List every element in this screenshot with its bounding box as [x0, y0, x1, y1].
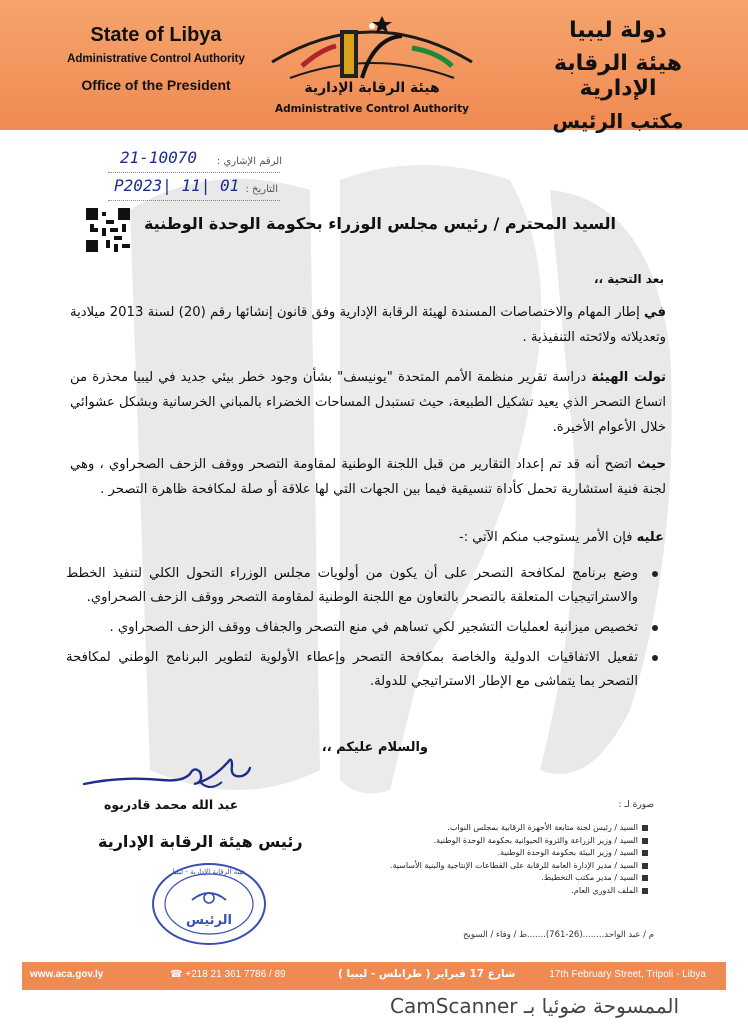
cc-item: السيد / وزير الزراعة والثروة الحيوانية بحكومة الوحدة الوطنية. — [342, 835, 638, 848]
english-address: 17th February Street, Tripoli - Libya — [549, 969, 706, 980]
request-intro-text: فإن الأمر يستوجب منكم الآتي :- — [459, 530, 637, 545]
website-link[interactable]: www.aca.gov.ly — [30, 969, 104, 980]
english-office-name: Office of the President — [81, 77, 231, 93]
logo-english-text: Administrative Control Authority — [274, 103, 470, 115]
stamp-center-text: الرئيس — [186, 913, 232, 928]
cc-item: الملف الدوري العام. — [342, 885, 638, 898]
letterhead-english — [56, 24, 256, 93]
arabic-authority-name: هيئة الرقابة الإدارية — [554, 51, 682, 101]
qr-code — [86, 208, 130, 252]
paragraph-lead: حيث — [637, 457, 666, 472]
request-intro — [459, 530, 664, 545]
stamp-outer-text: هيئة الرقابة الإدارية - ليبيا — [172, 868, 246, 876]
paragraph-text: إطار المهام والاختصاصات المسندة لهيئة الرقابة الإدارية وفق قانون إنشائها رقم (20) لسنة 2013 ميلادية وتعديلاته ولائحته التنفيذية . — [70, 305, 666, 345]
authority-logo — [262, 8, 482, 126]
cc-item: السيد / وزير البيئة بحكومة الوحدة الوطنية. — [342, 847, 638, 860]
cc-list — [342, 822, 638, 897]
signer-name: عبد الله محمد قادربوه — [104, 797, 239, 812]
reference-dotted-line — [108, 172, 280, 173]
request-bullet-3: تفعيل الاتفاقيات الدولية والخاصة بمكافحة التصحر وإعطاء الأولوية لتطوير البرنامج الوطني لمكافحة التصحر بما يتماشى مع الإطار الاستراتيجي للدولة. — [66, 646, 638, 694]
date-value: P2023| 11| 01 — [114, 176, 240, 195]
arabic-office-name: مكتب الرئيس — [552, 109, 684, 133]
phone-number: ☎ +218 21 361 7786 / 89 — [170, 969, 286, 980]
paragraph-lead: في — [644, 305, 666, 320]
arabic-state-name: دولة ليبيا — [569, 18, 667, 43]
paragraph-text: دراسة تقرير منظمة الأمم المتحدة "يونيسف" بشأن وجود خطر بيئي جديد في ليبيا محذرة من اتساع التصحر الذي يعيد تشكيل الطبيعة، حيث تستبدل المساحات الخضراء بالمباني الخرسانية وبشكل عشوائي خلال الأعوام الأخيرة. — [70, 370, 666, 435]
letterhead-footer — [22, 962, 726, 990]
request-bullet-1: وضع برنامج لمكافحة التصحر على أن يكون من أولويات مجلس الوزراء التحول الكلي لتنفيذ الخطط والاستراتيجيات المتعلقة بالتصحر بالتعاون مع اللجنة الوطنية لمقاومة التصحر ووقف الزحف الصحراوي. — [66, 562, 638, 610]
greeting: بعد التحية ،، — [593, 272, 664, 286]
cc-item: السيد / مدير مكتب التخطيط. — [342, 872, 638, 885]
official-stamp — [150, 862, 268, 946]
logo-arabic-text: هيئة الرقابة الإدارية — [304, 80, 440, 96]
paragraph-lead: تولت الهيئة — [591, 370, 666, 385]
body-paragraph-1 — [70, 300, 666, 350]
camscanner-watermark: الممسوحة ضوئيا بـ CamScanner — [390, 994, 680, 1018]
cc-title: صورة لـ : — [618, 800, 654, 810]
request-bullet-2: تخصيص ميزانية لعمليات التشجير لكي تساهم في منع التصحر والجفاف ووقف الزحف الصحراوي . — [66, 616, 638, 640]
addressee: السيد المحترم / رئيس مجلس الوزراء بحكومة الوحدة الوطنية — [143, 214, 616, 233]
reference-label: الرقم الإشاري : — [216, 156, 282, 167]
request-bullet-list — [66, 562, 638, 700]
closing-salutation: والسلام عليكم ،، — [321, 740, 428, 755]
letterhead-arabic — [518, 18, 718, 133]
cc-item: السيد / رئيس لجنة متابعة الأجهزة الرقابية بمجلس النواب. — [342, 822, 638, 835]
english-authority-name: Administrative Control Authority — [67, 53, 245, 65]
date-label: التاريخ : — [245, 184, 278, 195]
paragraph-text: اتضح أنه قد تم إعداد التقارير من قبل اللجنة الوطنية لمقاومة التصحر ووقف الزحف الصحراوي ، وهي لجنة فنية استشارية تحمل كأداة تنسيقية فيما بين الجهات التي لها علاقة أو صلة لمكافحة ظاهرة التصحر . — [70, 457, 666, 497]
internal-reference-line: م / عبد الواحد........(26-761).......ط / وفاء / السويح — [463, 930, 654, 940]
body-paragraph-2 — [70, 365, 666, 440]
english-state-name: State of Libya — [90, 24, 222, 46]
signer-title: رئيس هيئة الرقابة الإدارية — [98, 832, 303, 851]
request-intro-lead: عليه — [636, 530, 664, 545]
arabic-address: شارع 17 فبراير ( طرابلس - ليبيا ) — [338, 968, 516, 980]
reference-number: 21-10070 — [120, 148, 198, 167]
date-dotted-line — [108, 200, 280, 201]
body-paragraph-3 — [70, 452, 666, 502]
letterhead — [0, 0, 748, 133]
cc-item: السيد / مدير الإدارة العامة للرقابة على القطاعات الإنتاجية والبنية الأساسية. — [342, 860, 638, 873]
handwritten-signature — [82, 752, 252, 798]
